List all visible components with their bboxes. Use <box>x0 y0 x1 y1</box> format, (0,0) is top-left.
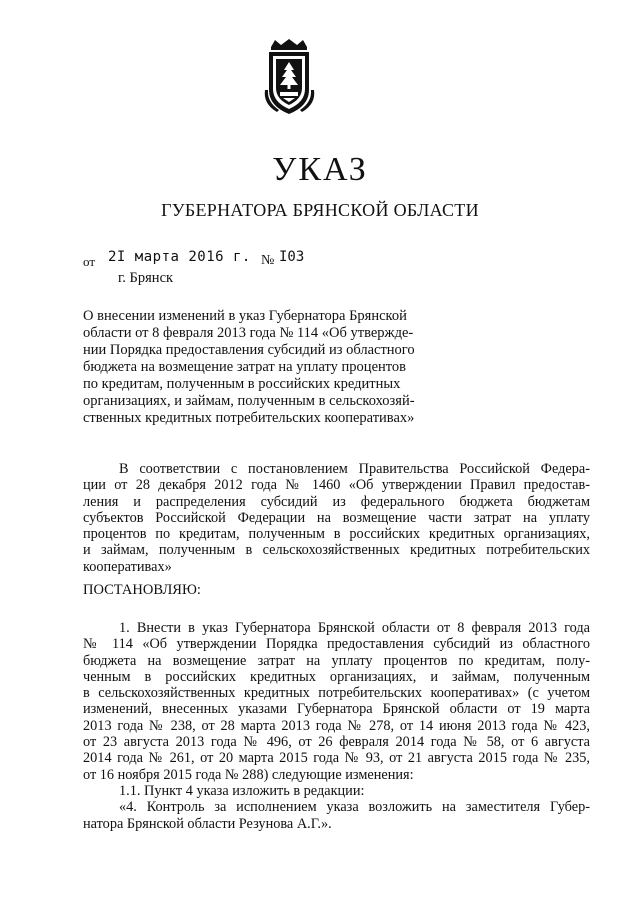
decree-subject <box>83 308 443 427</box>
preamble-line: ления и распределения субсидий из федерального бюджета бюджетам <box>83 493 590 510</box>
preamble-line: субъектов Российской Федерации на возмещение части затрат на уплату <box>83 509 590 526</box>
subject-line: по кредитам, полученным в российских кредитных <box>83 376 401 392</box>
city-name: г. Брянск <box>118 270 174 286</box>
subject-line: бюджета на возмещение затрат на уплату процентов <box>83 359 407 375</box>
item-line: ченным в российских кредитных организациях, и займам, полученным <box>83 668 590 685</box>
item-line: 2014 года № 261, от 20 марта 2015 года № 93, от 21 августа 2015 года № 235, <box>83 750 590 767</box>
preamble-line: кооперативах» <box>83 558 172 575</box>
date-number-line <box>83 249 383 269</box>
item-line: изменений, внесенных указами Губернатора Брянской области от 19 марта <box>83 701 590 718</box>
document-subtitle: ГУБЕРНАТОРА БРЯНСКОЙ ОБЛАСТИ <box>161 200 479 220</box>
document-title: УКАЗ <box>272 151 368 188</box>
item-line: «4. Контроль за исполнением указа возложить на заместителя Губер- <box>119 799 590 816</box>
item-line: 1.1. Пункт 4 указа изложить в редакции: <box>119 782 365 799</box>
item-line: от 16 ноября 2015 года № 288) следующие изменения: <box>83 766 414 783</box>
item-line: от 23 августа 2013 года № 496, от 26 февраля 2014 года № 58, от 6 августа <box>83 734 590 751</box>
decree-date: 2I марта 2016 г. <box>108 249 251 265</box>
decree-items <box>83 620 590 832</box>
coat-of-arms-icon <box>257 38 322 118</box>
item-line: в сельскохозяйственных кредитных потребительских кооперативах» (с учетом <box>83 685 590 702</box>
item-line: № 114 «Об утверждении Порядка предоставления субсидий из областного <box>83 636 590 653</box>
subject-line: ственных кредитных потребительских кооперативах» <box>83 410 415 426</box>
preamble-line: В соответствии с постановлением Правительства Российской Федера- <box>119 461 590 477</box>
item-line: натора Брянской области Резунова А.Г.». <box>83 815 332 832</box>
decree-number: I03 <box>279 249 305 265</box>
subject-line: организациях, и займам, полученным в сельскохозяй- <box>83 393 415 409</box>
number-sign: № <box>261 253 275 268</box>
subject-line: О внесении изменений в указ Губернатора Брянской <box>83 308 407 324</box>
preamble-line: и займам, полученным в сельскохозяйственных кредитных потребительских <box>83 542 590 559</box>
item-line: 1. Внести в указ Губернатора Брянской области от 8 февраля 2013 года <box>119 620 590 636</box>
subject-line: нии Порядка предоставления субсидий из областного <box>83 342 415 358</box>
preamble-line: ции от 28 декабря 2012 года № 1460 «Об утверждении Правил предостав- <box>83 477 590 494</box>
item-line: бюджета на возмещение затрат на уплату процентов по кредитам, полу- <box>83 652 590 669</box>
item-line: 2013 года № 238, от 28 марта 2013 года № 278, от 14 июня 2013 года № 423, <box>83 717 590 734</box>
preamble-paragraph <box>83 461 590 575</box>
preamble-line: процентов по кредитам, полученным в российских кредитных организациях, <box>83 526 590 543</box>
date-prefix: от <box>83 254 96 269</box>
resolve-word: ПОСТАНОВЛЯЮ: <box>83 582 201 598</box>
subject-line: области от 8 февраля 2013 года № 114 «Об утвержде- <box>83 325 414 341</box>
